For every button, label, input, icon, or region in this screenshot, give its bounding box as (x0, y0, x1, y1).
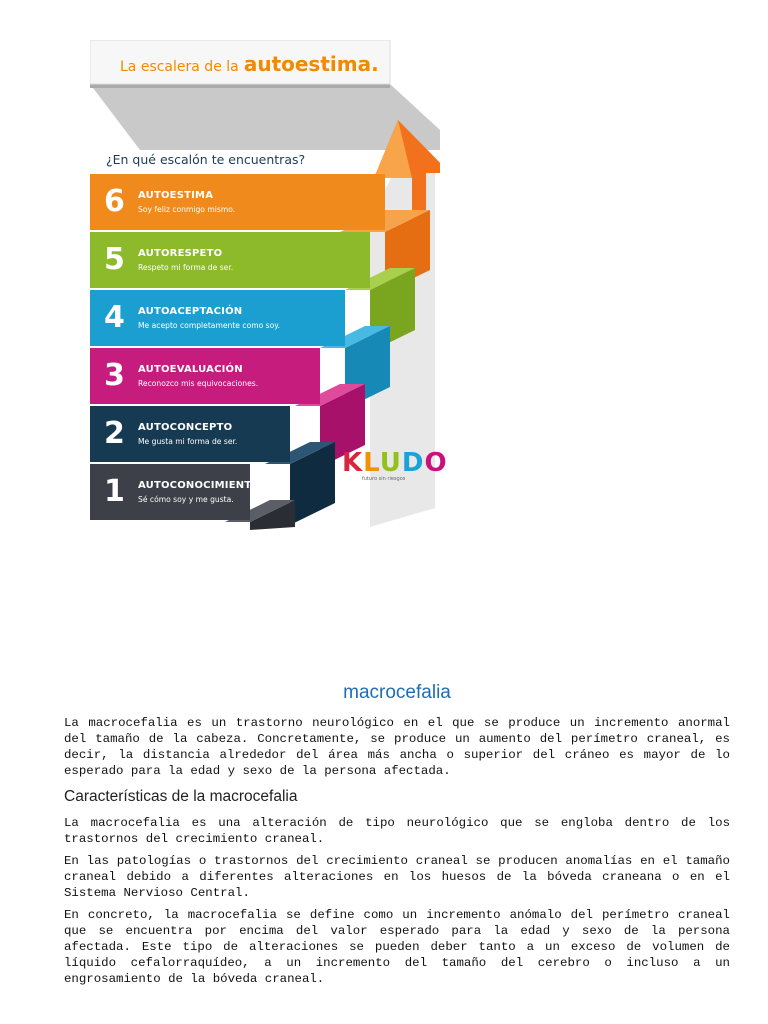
logo-wordmark: KLUDO (342, 448, 448, 478)
step-number: 6 (104, 184, 125, 219)
step-5 (90, 232, 385, 288)
logo-tagline: futuro sin riesgos (362, 476, 406, 482)
infographic-banner-title (120, 52, 379, 76)
banner-prefix: La escalera de la (120, 59, 239, 75)
intro-paragraph: La macrocefalia es un trastorno neurológico en el que se produce un incremento anormal del tamaño de la cabeza. Concretamente, se produce un aumento del perímetro craneal, es decir, la distancia alrededor del área más ancha o superior del cráneo es mayor de lo esperado para la edad y sexo de la persona afectada. (64, 716, 730, 778)
step-title: AUTOCONCEPTO (138, 422, 233, 433)
banner-highlight: autoestima. (243, 52, 379, 76)
step-number: 2 (104, 416, 125, 451)
step-number: 4 (104, 300, 125, 335)
section-heading: Características de la macrocefalia (64, 788, 298, 805)
step-number: 3 (104, 358, 125, 393)
step-title: AUTOESTIMA (138, 190, 214, 201)
step-subtitle: Me acepto completamente como soy. (138, 321, 281, 330)
body-paragraph: En las patologías o trastornos del crecimiento craneal se producen anomalías en el tamaño craneal debido a diferentes alteraciones en los huesos de la bóveda craneana o en el Sistema Nervioso Central. (64, 854, 730, 900)
autoestima-infographic (90, 40, 448, 530)
step-title: AUTOACEPTACIÓN (138, 306, 243, 317)
step-number: 1 (104, 474, 125, 509)
step-title: AUTOCONOCIMIENTO (138, 480, 261, 491)
body-paragraph: En concreto, la macrocefalia se define como un incremento anómalo del perímetro craneal que se encuentra por encima del valor esperado para la edad y sexo de la persona afectada. Este tipo de alteraciones se pueden deber tanto a un exceso de volumen de líquido cefalorraquídeo, a un incremento del tamaño del cerebro o incluso a un engrosamiento de la bóveda craneal. (64, 908, 730, 986)
step-6 (90, 174, 385, 230)
step-1 (90, 464, 385, 520)
step-number: 5 (104, 242, 125, 277)
step-3 (90, 348, 385, 404)
step-subtitle: Respeto mi forma de ser. (138, 263, 234, 272)
step-subtitle: Reconozco mis equivocaciones. (138, 379, 259, 388)
infographic-question: ¿En qué escalón te encuentras? (106, 152, 306, 167)
step-subtitle: Sé cómo soy y me gusta. (138, 495, 234, 504)
step-title: AUTOEVALUACIÓN (138, 364, 243, 375)
step-subtitle: Soy feliz conmigo mismo. (138, 205, 236, 214)
banner-edge (90, 84, 390, 88)
document-title: macrocefalia (343, 682, 451, 703)
banner-shadow (90, 84, 440, 150)
step-2 (90, 406, 385, 462)
step-title: AUTORESPETO (138, 248, 223, 259)
kludo-logo (342, 448, 448, 482)
body-paragraph: La macrocefalia es una alteración de tipo neurológico que se engloba dentro de los trastornos del crecimiento craneal. (64, 816, 730, 846)
step-subtitle: Me gusta mi forma de ser. (138, 437, 238, 446)
step-4 (90, 290, 385, 346)
